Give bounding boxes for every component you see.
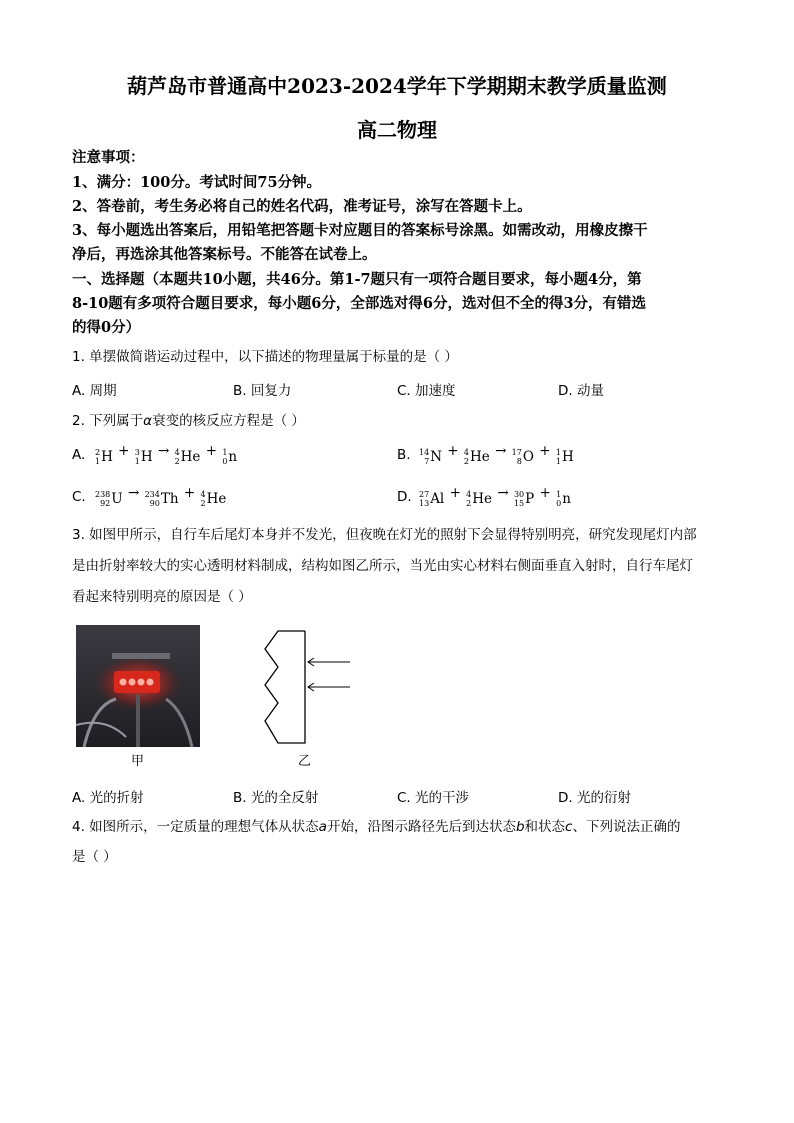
note-item-3-cont: 净后，再选涂其他答案标号。不能答在试卷上。 bbox=[72, 246, 377, 263]
q3-stem-line-3: 看起来特别明亮的原因是（ ） bbox=[72, 589, 252, 605]
q3-option-c: C. 光的干涉 bbox=[397, 790, 470, 806]
state-c: c bbox=[565, 819, 573, 835]
prism-outline bbox=[265, 631, 305, 743]
bicycle-taillight-photo bbox=[76, 625, 200, 747]
q3-option-b: B. 光的全反射 bbox=[233, 790, 319, 806]
q2-option-d-label: D. bbox=[397, 489, 412, 505]
q2-option-a-label: A. bbox=[72, 447, 86, 463]
exam-subject: 高二物理 bbox=[357, 118, 437, 142]
q1-option-b: B. 回复力 bbox=[233, 383, 292, 399]
q2-option-c-label: C. bbox=[72, 489, 86, 505]
q1-option-d: D. 动量 bbox=[558, 383, 604, 399]
taillight-structure-diagram bbox=[258, 630, 354, 744]
q1-stem: 1. 单摆做简谐运动过程中，以下描述的物理量属于标量的是（ ） bbox=[72, 349, 458, 365]
q2-option-a-equation: 2 1 H + 3 1 H → 4 2 He + 1 0 n bbox=[95, 443, 238, 466]
figure-b-caption: 乙 bbox=[298, 754, 312, 769]
q2-stem bbox=[72, 409, 722, 433]
q2-option-d-equation: 27 13 Al + 4 2 He → 30 15 P + 1 0 n bbox=[419, 485, 571, 508]
q4-stem-line-1: 4. 如图所示，一定质量的理想气体从状态a开始，沿图示路径先后到达状态b和状态c、下列说法正确的 bbox=[72, 819, 681, 835]
q3-option-d: D. 光的衍射 bbox=[558, 790, 631, 806]
q1-option-a: A. 周期 bbox=[72, 383, 117, 399]
notes-heading: 注意事项： bbox=[72, 149, 145, 166]
alpha-symbol: α bbox=[143, 413, 153, 429]
section-heading-line-3: 的得0分） bbox=[72, 319, 141, 336]
note-item-2: 2、答卷前，考生务必将自己的姓名代码，准考证号，涂写在答题卡上。 bbox=[72, 198, 532, 215]
q2-stem-post: 衰变的核反应方程是（ ） bbox=[152, 413, 305, 429]
q2-stem-pre: 2. 下列属于 bbox=[72, 413, 144, 429]
state-b: b bbox=[515, 819, 525, 835]
q4-stem-line-2: 是（ ） bbox=[72, 849, 117, 865]
q1-option-c: C. 加速度 bbox=[397, 383, 456, 399]
note-item-3: 3、每小题选出答案后，用铅笔把答题卡对应题目的答案标号涂黑。如需改动，用橡皮擦干 bbox=[72, 222, 648, 239]
q2-option-b-equation: 14 7 N + 4 2 He → 17 8 O + 1 1 H bbox=[419, 443, 574, 466]
q2-option-c-equation: 238 92 U → 234 90 Th + 4 2 He bbox=[95, 485, 227, 508]
q3-stem-line-2: 是由折射率较大的实心透明材料制成，结构如图乙所示，当光由实心材料右侧面垂直入射时，自行车尾灯 bbox=[72, 558, 693, 574]
note-item-1: 1、满分：100分。考试时间75分钟。 bbox=[72, 174, 322, 191]
section-heading-line-1: 一、选择题（本题共10小题，共46分。第1-7题只有一项符合题目要求，每小题4分，第 bbox=[72, 271, 642, 288]
state-a: a bbox=[318, 819, 327, 835]
q2-option-b-label: B. bbox=[397, 447, 411, 463]
q3-stem-line-1: 3. 如图甲所示，自行车后尾灯本身并不发光，但夜晚在灯光的照射下会显得特别明亮，研究发现尾灯内部 bbox=[72, 527, 697, 543]
exam-title: 葫芦岛市普通高中2023-2024学年下学期期末教学质量监测 bbox=[127, 74, 667, 98]
q3-option-a: A. 光的折射 bbox=[72, 790, 144, 806]
figure-a-caption: 甲 bbox=[131, 754, 145, 769]
taillight-illustration bbox=[76, 625, 200, 747]
section-heading-line-2: 8-10题有多项符合题目要求，每小题6分，全部选对得6分，选对但不全的得3分，有错选 bbox=[72, 295, 647, 312]
